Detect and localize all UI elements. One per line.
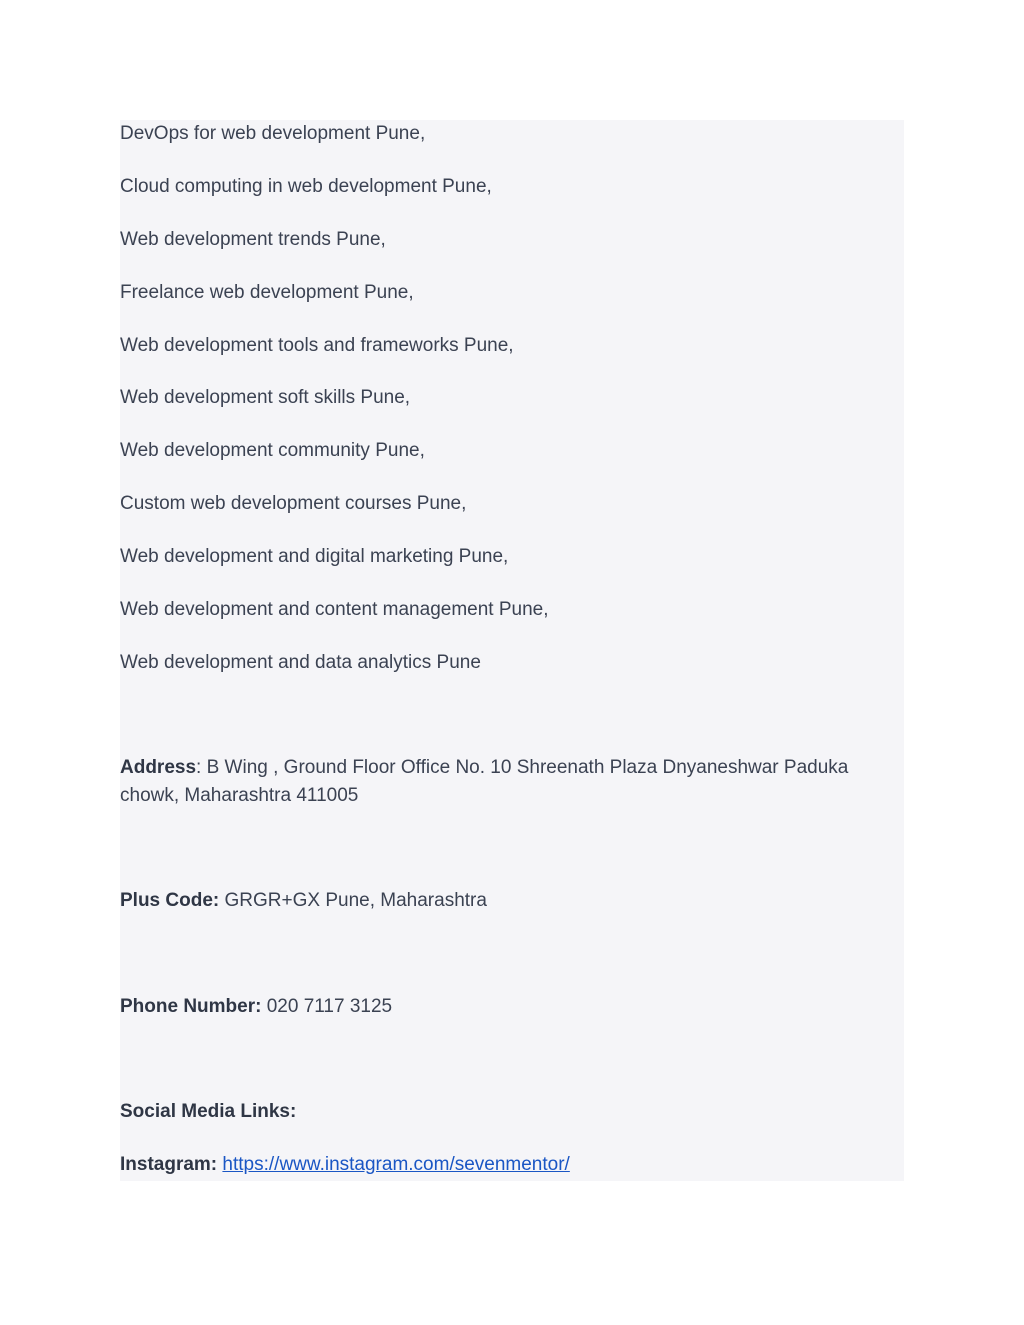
keyword-line: Custom web development courses Pune, <box>120 493 467 514</box>
keyword-line: Web development community Pune, <box>120 440 425 461</box>
keyword-line: Web development tools and frameworks Pune, <box>120 335 514 356</box>
keyword-line: Freelance web development Pune, <box>120 282 414 303</box>
address-label: Address <box>120 757 197 778</box>
keyword-line: Web development and digital marketing Pune, <box>120 546 509 567</box>
plus-code-label: Plus Code: <box>120 890 220 911</box>
instagram-link[interactable]: https://www.instagram.com/sevenmentor/ <box>222 1154 570 1175</box>
social-media-heading: Social Media Links: <box>120 1101 297 1122</box>
instagram-paragraph <box>120 1151 570 1179</box>
phone-value: 020 7117 3125 <box>261 996 393 1017</box>
plus-code-value: GRGR+GX Pune, Maharashtra <box>219 890 487 911</box>
keyword-line: Web development and data analytics Pune <box>120 652 481 673</box>
keyword-line: Web development and content management Pune, <box>120 599 549 620</box>
keyword-line: Web development soft skills Pune, <box>120 387 411 408</box>
instagram-label: Instagram: <box>120 1154 218 1175</box>
content-block <box>120 120 904 1181</box>
address-paragraph <box>120 754 880 810</box>
phone-label: Phone Number: <box>120 996 262 1017</box>
plus-code-paragraph <box>120 887 487 915</box>
phone-paragraph <box>120 993 392 1021</box>
keyword-line: Cloud computing in web development Pune, <box>120 176 492 197</box>
keyword-line: DevOps for web development Pune, <box>120 123 426 144</box>
address-value: : B Wing , Ground Floor Office No. 10 Shreenath Plaza Dnyaneshwar Paduka chowk, Maharashtra 411005 <box>120 757 849 806</box>
keyword-line: Web development trends Pune, <box>120 229 386 250</box>
